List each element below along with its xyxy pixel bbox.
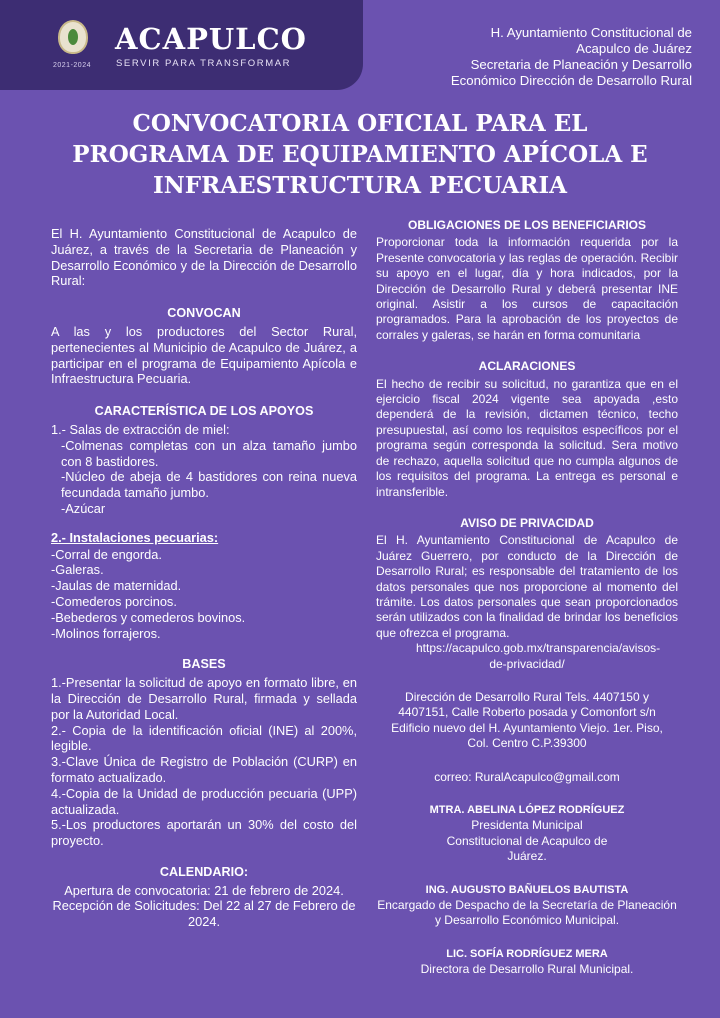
issuing-organization (392, 25, 692, 89)
title-line: INFRAESTRUCTURA PECUARIA (153, 172, 567, 199)
salas-item: -Núcleo de abeja de 4 bastidores con reina nueva fecundada tamaño jumbo. (61, 469, 357, 501)
instalaciones-item: -Comederos porcinos. (51, 593, 177, 609)
org-line: Acapulco de Juárez (576, 41, 692, 56)
calendario-paragraph: Apertura de convocatoria: 21 de febrero de 2024. Recepción de Solicitudes: Del 22 al 27 de Febrero de 2024. (52, 882, 356, 930)
left-column (51, 226, 357, 930)
brand-slogan: SERVIR PARA TRANSFORMAR (116, 58, 292, 69)
contact-info: Dirección de Desarrollo Rural Tels. 4407150 y 4407151, Calle Roberto posada y Comonfort s/n Edificio nuevo del H. Ayuntamiento Viejo. 1er. Piso, Col. Centro C.P.39300 (391, 689, 663, 751)
signatory-role: Presidenta Municipal Constitucional de Acapulco de Juárez. (446, 818, 608, 864)
convocan-heading: CONVOCAN (167, 306, 241, 321)
signatory-name: ING. AUGUSTO BAÑUELOS BAUTISTA (425, 883, 629, 896)
obligaciones-heading: OBLIGACIONES DE LOS BENEFICIARIOS (407, 218, 647, 232)
aclaraciones-paragraph: El hecho de recibir su solicitud, no garantiza que en el ejercicio fiscal 2024 vigente sea apoyada ,esto dependerá de la revisión, dictamen técnico, techo presupuestal, así como los requisitos específicos por el programa según corresponda la solicitud. Sera motivo de rechazo, aquella solicitud que no cumpla algunos de los requisitos del programa. La entrega es personal e intransferible. (376, 376, 678, 499)
salas-title: 1.- Salas de extracción de miel: (51, 421, 230, 437)
bases-item: 4.-Copia de la Unidad de producción pecuaria (UPP) actualizada. (51, 785, 357, 817)
convocan-paragraph: A las y los productores del Sector Rural, pertenecientes al Municipio de Acapulco de Juárez, a participar en el programa de Equipamiento Apícola e Infraestructura Pecuaria. (51, 323, 357, 387)
intro-paragraph: El H. Ayuntamiento Constitucional de Acapulco de Juárez, a través de la Secretaria de Planeación y Desarrollo Económico y de la Dirección de Desarrollo Rural: (51, 226, 357, 289)
aclaraciones-heading: ACLARACIONES (478, 359, 576, 374)
org-line: Económico Dirección de Desarrollo Rural (450, 73, 692, 88)
bases-item: 1.-Presentar la solicitud de apoyo en formato libre, en la Dirección de Desarrollo Rural, firmada y sellada por la Autoridad Local. (51, 675, 357, 722)
instalaciones-item: -Jaulas de maternidad. (51, 578, 182, 594)
signatory-name: MTRA. ABELINA LÓPEZ RODRÍGUEZ (429, 804, 625, 816)
signatory-role: Encargado de Despacho de la Secretaría de Planeación y Desarrollo Económico Municipal. (377, 898, 677, 928)
title-line: PROGRAMA DE EQUIPAMIENTO APÍCOLA E (72, 141, 648, 168)
bases-item: 3.-Clave Única de Registro de Población (CURP) en formato actualizado. (51, 754, 357, 785)
privacy-url-link[interactable]: https://acapulco.gob.mx/transparencia/avisos-de-privacidad/ (416, 641, 661, 671)
salas-item: -Azúcar (61, 500, 106, 516)
org-line: Secretaria de Planeación y Desarrollo (470, 57, 692, 72)
bases-heading: BASES (182, 657, 226, 672)
signatory-name: LIC. SOFÍA RODRÍGUEZ MERA (446, 947, 608, 960)
org-line: H. Ayuntamiento Constitucional de (490, 25, 692, 40)
signatory-role: Directora de Desarrollo Rural Municipal. (420, 962, 634, 977)
obligaciones-paragraph: Proporcionar toda la información requerida por la Presente convocatoria y las reglas de operación. Recibir su apoyo en el lugar, día y hora indicados, por la Dirección de Desarrollo Rural y deberá presentar INE original. Asistir a los cursos de capacitación programados. Para la aprobación de los proyectos de corrales y galeras, se harán en forma comunitaria (376, 235, 678, 342)
signatures (376, 803, 678, 978)
administration-years: 2021-2024 (53, 62, 91, 69)
aviso-privacidad-heading: AVISO DE PRIVACIDAD (460, 515, 594, 530)
instalaciones-item: -Galeras. (51, 562, 104, 578)
municipal-seal-icon (58, 20, 88, 54)
brand-logo-text: ACAPULCO (115, 22, 307, 56)
instalaciones-item: -Corral de engorda. (51, 546, 162, 562)
instalaciones-item: -Molinos forrajeros. (51, 625, 161, 641)
bases-item: 2.- Copia de la identificación oficial (INE) al 200%, legible. (51, 722, 357, 754)
instalaciones-item: -Bebederos y comederos bovinos. (51, 609, 246, 625)
header-logo-panel (0, 0, 363, 90)
contact-email[interactable]: correo: RuralAcapulco@gmail.com (434, 769, 620, 784)
caracteristicas-heading: CARACTERÍSTICA DE LOS APOYOS (94, 404, 314, 419)
aviso-privacidad-paragraph: El H. Ayuntamiento Constitucional de Acapulco de Juárez Guerrero, por conducto de la Dirección de Desarrollo Rural; es responsable del tratamiento de los datos personales que nos proporcione al momento del trámite. Los datos personales que sean proporcionados serán utilizados con la finalidad de brindar los beneficios que ofrezca el programa. (376, 533, 678, 640)
calendario-heading: CALENDARIO: (159, 864, 249, 879)
page-title (30, 108, 690, 201)
right-column (376, 218, 678, 978)
title-line: CONVOCATORIA OFICIAL PARA EL (132, 110, 588, 137)
bases-item: 5.-Los productores aportarán un 30% del costo del proyecto. (51, 817, 357, 849)
salas-item: -Colmenas completas con un alza tamaño jumbo con 8 bastidores. (61, 437, 357, 469)
instalaciones-title: 2.- Instalaciones pecuarias: (51, 529, 219, 545)
